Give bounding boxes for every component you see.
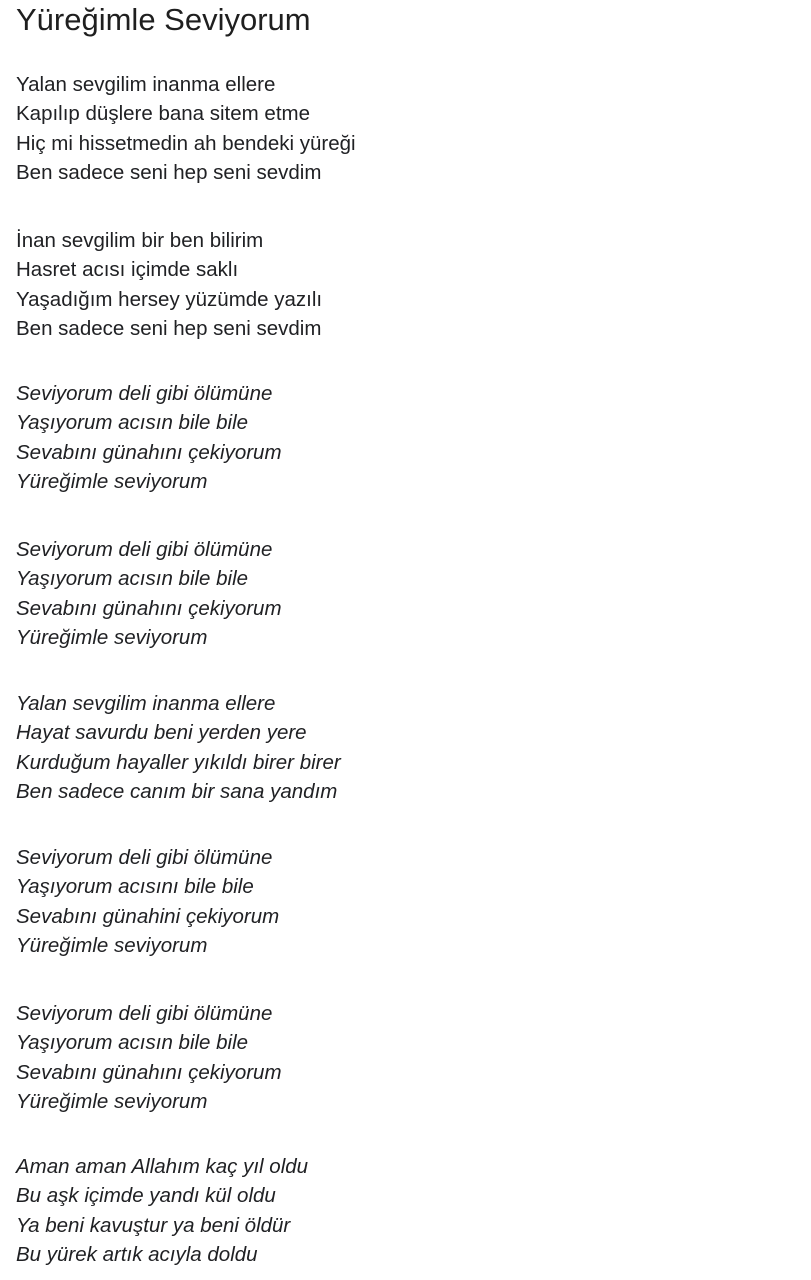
lyric-line: Yaşıyorum acısını bile bile (16, 875, 254, 899)
lyric-line: Yaşıyorum acısın bile bile (16, 1031, 249, 1055)
stanza-2 (16, 226, 322, 343)
lyric-line: Seviyorum deli gibi ölümüne (16, 846, 273, 869)
lyric-line: Yalan sevgilim inanma ellere (16, 692, 276, 715)
lyric-line: Sevabını günahini çekiyorum (16, 904, 280, 928)
lyric-line: Seviyorum deli gibi ölümüne (16, 382, 273, 405)
stanza-3-chorus (16, 379, 282, 496)
lyric-line: Seviyorum deli gibi ölümüne (16, 1002, 273, 1025)
lyric-line: Ben sadece seni hep seni sevdim (16, 316, 322, 340)
lyric-line: Ben sadece canım bir sana yandım (16, 779, 338, 803)
stanza-4-chorus (16, 535, 282, 652)
lyric-line: Yüreğimle seviyorum (16, 625, 208, 649)
lyric-line: Bu yürek artık acıyla doldu (16, 1242, 258, 1266)
lyric-line: Hiç mi hissetmedin ah bendeki yüreği (16, 131, 356, 155)
lyric-line: İnan sevgilim bir ben bilirim (16, 229, 264, 252)
lyric-line: Ben sadece seni hep seni sevdim (16, 160, 322, 184)
lyric-line: Ya beni kavuştur ya beni öldür (16, 1213, 291, 1237)
lyric-line: Yaşıyorum acısın bile bile (16, 567, 249, 591)
stanza-8 (16, 1152, 308, 1269)
stanza-6-chorus (16, 843, 279, 960)
lyric-line: Yüreğimle seviyorum (16, 469, 208, 493)
stanza-1 (16, 70, 356, 187)
lyric-line: Yaşadığım hersey yüzümde yazılı (16, 287, 323, 311)
page-title: Yüreğimle Seviyorum (16, 2, 311, 37)
lyric-line: Kapılıp düşlere bana sitem etme (16, 102, 310, 126)
lyric-line: Hasret acısı içimde saklı (16, 258, 239, 282)
lyric-line: Sevabını günahını çekiyorum (16, 1060, 282, 1084)
stanza-7-chorus (16, 999, 282, 1116)
lyric-line: Kurduğum hayaller yıkıldı birer birer (16, 750, 341, 774)
lyric-line: Yaşıyorum acısın bile bile (16, 411, 249, 435)
lyric-line: Sevabını günahını çekiyorum (16, 596, 282, 620)
lyric-line: Sevabını günahını çekiyorum (16, 440, 282, 464)
lyric-line: Yalan sevgilim inanma ellere (16, 73, 276, 96)
lyric-line: Yüreğimle seviyorum (16, 1089, 208, 1113)
lyric-line: Aman aman Allahım kaç yıl oldu (16, 1155, 309, 1178)
lyric-line: Seviyorum deli gibi ölümüne (16, 538, 273, 561)
lyric-line: Hayat savurdu beni yerden yere (16, 721, 307, 745)
stanza-5 (16, 689, 341, 806)
lyric-line: Yüreğimle seviyorum (16, 933, 208, 957)
lyric-line: Bu aşk içimde yandı kül oldu (16, 1184, 276, 1208)
